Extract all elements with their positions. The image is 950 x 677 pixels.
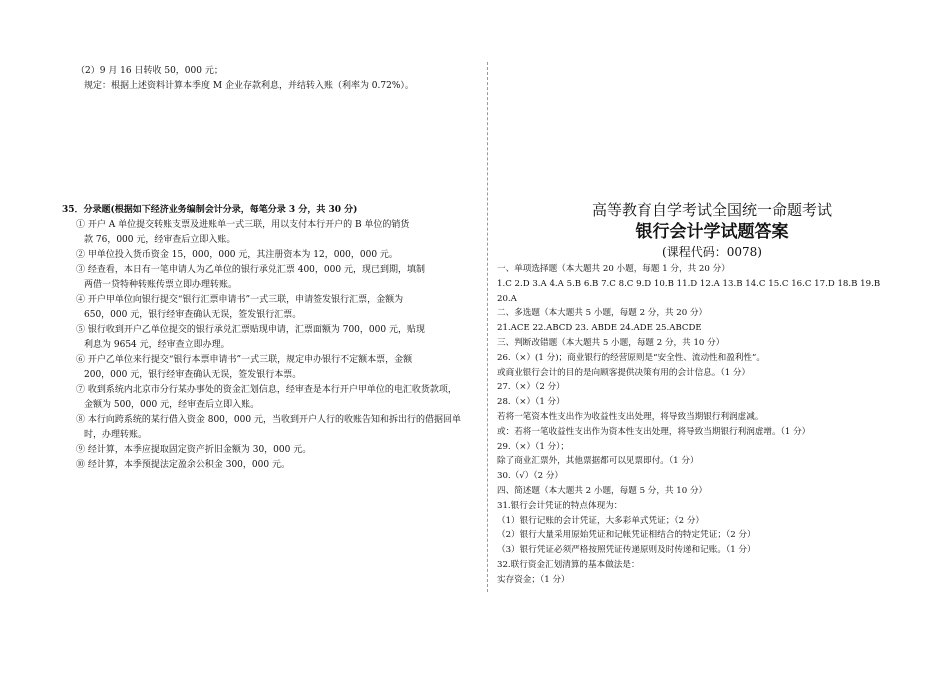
answer-line: 30.（√）（2 分） (497, 471, 564, 482)
answer-line: 三、判断改错题（本大题共 5 小题，每题 2 分，共 10 分） (497, 337, 725, 348)
answer-line: 28.（×）（1 分） (497, 397, 565, 408)
course-code: (课程代码：0078) (662, 245, 762, 259)
answer-line: （3）银行凭证必须严格按照凭证传递原则及时传递和记账。（1 分） (497, 545, 756, 556)
entry-item: ② 甲单位投入货币资金 15，000，000 元，其注册资本为 12，000，000 元。 (76, 250, 398, 260)
entry-item: 时，办理转账。 (84, 430, 148, 440)
answer-line: 29.（×）（1 分）； (497, 441, 570, 452)
entry-item: ⑦ 收到系统内北京市分行某办事处的资金汇划信息，经审查是本行开户甲单位的电汇收货款项， (76, 385, 457, 395)
answer-line: 31.银行会计凭证的特点体现为： (497, 500, 623, 511)
exam-heading: 高等教育自学考试全国统一命题考试 (591, 201, 832, 219)
answer-line: 20.A (497, 293, 517, 304)
entry-item: 金额为 500，000 元，经审查后立即入账。 (84, 400, 260, 410)
answer-line: 二、多选题（本大题共 5 小题，每题 2 分，共 20 分） (497, 308, 708, 319)
answer-line: 四、简述题（本大题共 2 小题，每题 5 分，共 10 分） (497, 485, 708, 496)
entry-item: ⑤ 银行收到开户乙单位提交的银行承兑汇票贴现申请，汇票面额为 700，000 元，贴现 (76, 325, 425, 335)
entry-item: 利息为 9654 元，经审查立即办理。 (84, 340, 230, 350)
entry-item: ⑥ 开户乙单位来行提交“银行本票申请书”一式三联，规定申办银行不定额本票，金额 (76, 355, 413, 365)
question-35-title: 35．分录题(根据如下经济业务编制会计分录，每笔分录 3 分，共 30 分) (62, 205, 358, 215)
answer-line: 27.（×）（2 分） (497, 382, 565, 393)
entry-item: 650，000 元，银行经审查确认无误，签发银行汇票。 (84, 310, 302, 320)
column-divider (487, 62, 488, 592)
entry-item: ⑧ 本行向跨系统的某行借入资金 800，000 元，当收到开户人行的收账告知和拆出行的借据回单 (76, 415, 461, 425)
question-line: 规定：根据上述资料计算本季度 M 企业存款利息，并结转入账（利率为 0.72%）。 (84, 81, 414, 91)
entry-item: ① 开户 A 单位提交转账支票及进账单一式三联，用以支付本行开户的 B 单位的销货 (76, 220, 410, 230)
answer-line: 1.C 2.D 3.A 4.A 5.B 6.B 7.C 8.C 9.D 10.B 11.D 12.A 13.B 14.C 15.C 16.C 17.D 18.B 19.B (497, 278, 881, 289)
answer-line: 或：若将一笔收益性支出作为资本性支出处理，将导致当期银行利润虚增。（1 分） (497, 426, 811, 437)
answer-title: 银行会计学试题答案 (635, 222, 789, 242)
answer-line: 32.联行资金汇划清算的基本做法是： (497, 559, 640, 570)
entry-item: ④ 开户甲单位向银行提交“银行汇票申请书”一式三联，申请签发银行汇票，金额为 (76, 295, 404, 305)
answer-line: 实存资金；（1 分） (497, 574, 570, 585)
entry-item: 两借一贷特种转账传票立即办理转账。 (84, 280, 238, 290)
answer-line: 21.ACE 22.ABCD 23. ABDE 24.ADE 25.ABCDE (497, 323, 702, 334)
entry-item: 款 76，000 元，经审查后立即入账。 (84, 235, 236, 245)
left-column (62, 64, 482, 473)
question-line: （2）9 月 16 日转收 50，000 元； (76, 66, 223, 76)
entry-item: ③ 经查看，本日有一笔申请人为乙单位的银行承兑汇票 400，000 元，现已到期，填制 (76, 265, 425, 275)
entry-item: ⑩ 经计算，本季预提法定盈余公积金 300，000 元。 (76, 460, 290, 470)
answer-line: 或商业银行会计的目的是向顾客提供决策有用的会计信息。（1 分） (497, 367, 751, 378)
right-column (497, 200, 917, 588)
entry-item: ⑨ 经计算，本季应提取固定资产折旧金额为 30，000 元。 (76, 445, 312, 455)
answer-line: （1）银行记账的会计凭证，大多彩单式凭证；（2 分） (497, 515, 705, 526)
answer-line: （2）银行大量采用原始凭证和记帐凭证相结合的特定凭证；（2 分） (497, 530, 756, 541)
answer-line: 除了商业汇票外，其他票据都可以见票即付。（1 分） (497, 456, 699, 467)
answer-line: 若将一笔资本性支出作为收益性支出处理，将导致当期银行利润虚减。 (497, 411, 764, 422)
answer-line: 一、单项选择题（本大题共 20 小题，每题 1 分，共 20 分） (497, 264, 730, 274)
answer-line: 26.（×）(1 分)；商业银行的经营原则是“安全性、流动性和盈利性”。 (497, 352, 765, 363)
entry-item: 200，000 元，银行经审查确认无误，签发银行本票。 (84, 370, 302, 380)
